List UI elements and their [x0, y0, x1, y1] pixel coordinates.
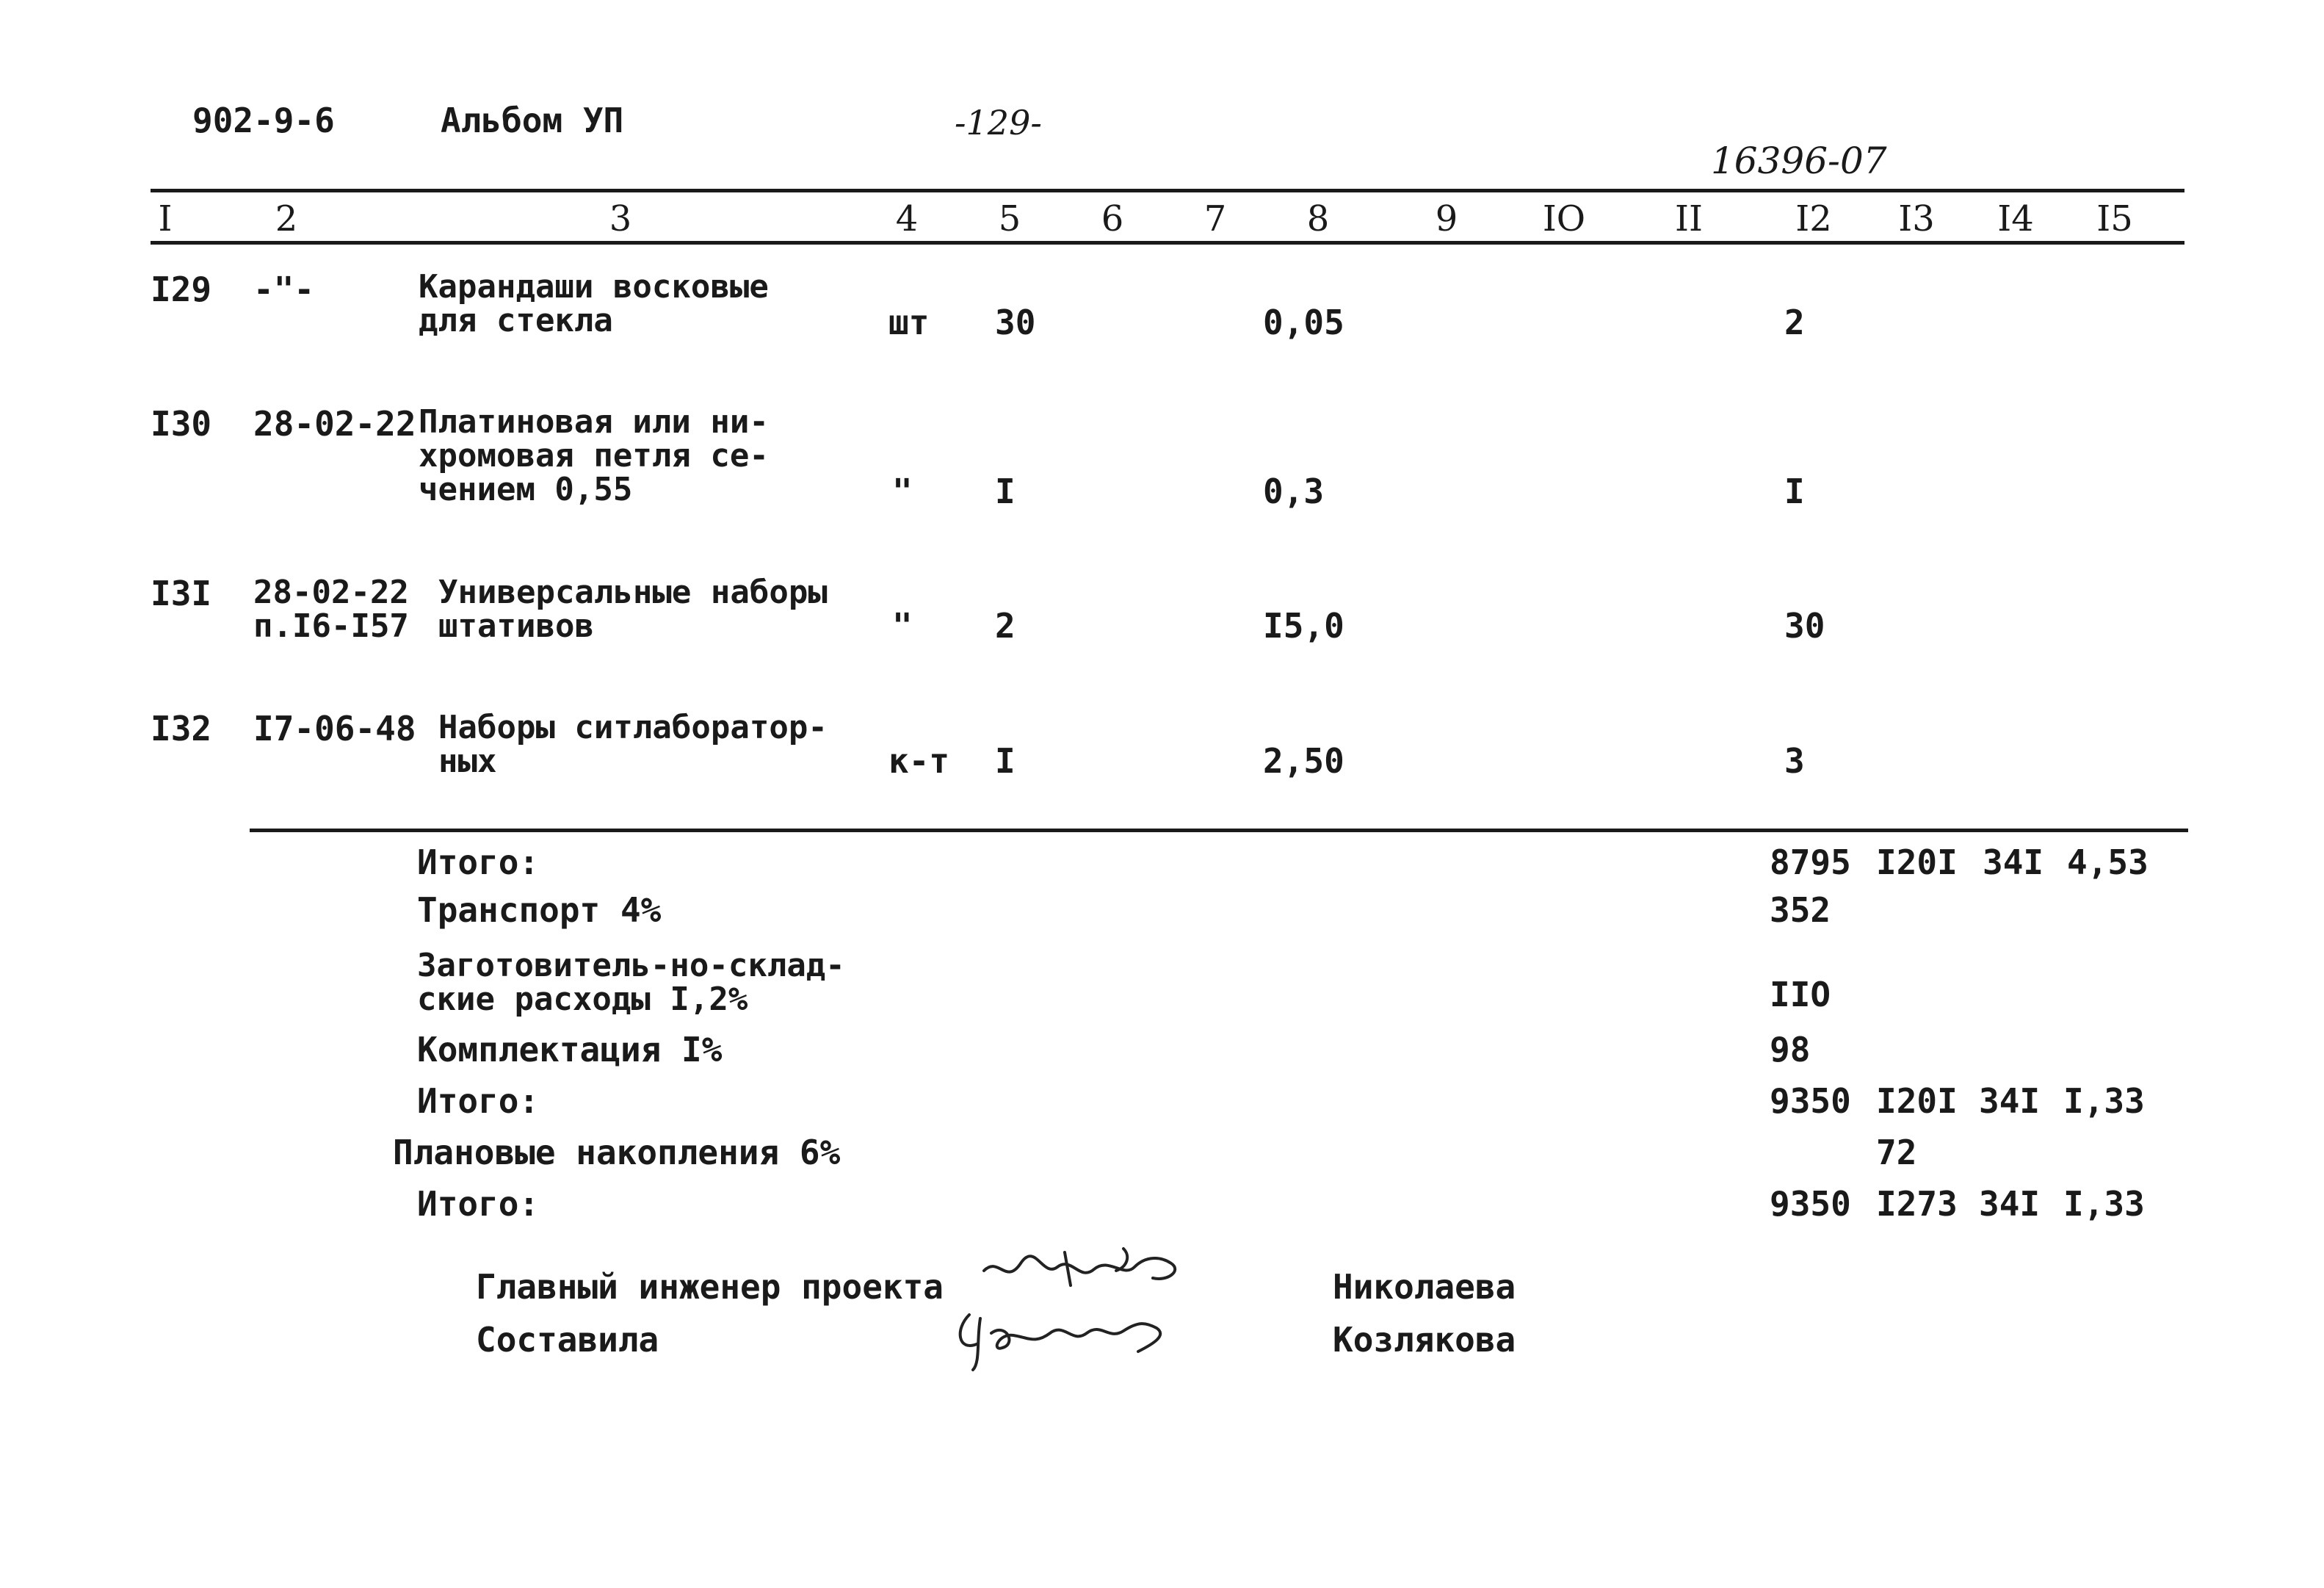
row-name: Платиновая или ни- хромовая петля се- чением 0,55	[419, 403, 769, 508]
row-name: Карандаши восковые для стекла	[419, 268, 769, 339]
col-header-15: I5	[2096, 198, 2133, 239]
row-qty: I	[995, 472, 1016, 511]
chief-engineer-title: Главный инженер проекта	[476, 1267, 944, 1307]
row-total: 2	[1784, 303, 1805, 342]
row-qty: 30	[995, 303, 1036, 342]
summary-col12: 352	[1770, 890, 1831, 930]
row-unit: "	[892, 606, 913, 646]
col-header-2: 2	[275, 198, 298, 239]
chief-engineer-name: Николаева	[1333, 1267, 1516, 1307]
row-price: 0,05	[1263, 303, 1344, 342]
col-header-9: 9	[1435, 198, 1458, 239]
row-price: I5,0	[1263, 606, 1344, 646]
row-num: I3I	[151, 574, 212, 613]
summary-label: Комплектация I%	[417, 1030, 723, 1069]
col-header-13: I3	[1898, 198, 1935, 239]
row-name: Универсальные наборы штативов	[438, 574, 828, 645]
col-header-4: 4	[895, 198, 919, 239]
row-total: 30	[1784, 606, 1825, 646]
row-unit: шт	[888, 303, 930, 342]
summary-col12: IIO	[1770, 975, 1831, 1014]
row-qty: I	[995, 741, 1016, 781]
col-header-3: 3	[609, 198, 632, 239]
row-code: 28-02-22	[253, 404, 416, 444]
summary-col12: 9350	[1770, 1184, 1851, 1224]
summary-col13: I20I	[1876, 842, 1958, 882]
summary-col14: 34I	[1979, 1184, 2041, 1224]
row-code: -"-	[253, 270, 315, 309]
row-price: 2,50	[1263, 741, 1344, 781]
row-code: 28-02-22 п.I6-I57	[253, 574, 409, 645]
row-total: I	[1784, 472, 1805, 511]
summary-col15: 4,53	[2067, 842, 2149, 882]
col-header-7: 7	[1203, 198, 1227, 239]
top-rule	[151, 189, 2184, 192]
summary-col12: 8795	[1770, 842, 1851, 882]
row-unit: "	[892, 472, 913, 511]
summary-rule	[250, 829, 2188, 832]
row-qty: 2	[995, 606, 1016, 646]
row-unit: к-т	[888, 741, 950, 781]
col-header-12: I2	[1795, 198, 1832, 239]
header-bottom-rule	[151, 241, 2184, 245]
composer-title: Составила	[476, 1320, 659, 1360]
summary-label: Итого:	[417, 1081, 540, 1121]
summary-col13: I20I	[1876, 1081, 1958, 1121]
summary-col14: 34I	[1983, 842, 2044, 882]
summary-col13: 72	[1876, 1133, 1917, 1172]
composer-signature	[947, 1300, 1182, 1374]
row-price: 0,3	[1263, 472, 1325, 511]
col-header-6: 6	[1101, 198, 1124, 239]
col-header-5: 5	[998, 198, 1021, 239]
summary-col14: 34I	[1979, 1081, 2041, 1121]
summary-label: Заготовитель-но-склад- ские расходы I,2%	[417, 947, 845, 1018]
summary-label: Итого:	[417, 1184, 540, 1224]
summary-col12: 9350	[1770, 1081, 1851, 1121]
summary-col12: 98	[1770, 1030, 1811, 1069]
row-total: 3	[1784, 741, 1805, 781]
col-header-8: 8	[1306, 198, 1330, 239]
document-code: 902-9-6	[192, 101, 335, 140]
summary-label: Плановые накопления 6%	[393, 1133, 841, 1172]
col-header-10: IO	[1542, 198, 1586, 239]
row-code: I7-06-48	[253, 709, 416, 748]
col-header-11: II	[1675, 198, 1703, 239]
col-header-1: I	[158, 198, 173, 239]
row-num: I30	[151, 404, 212, 444]
summary-col15: I,33	[2063, 1184, 2145, 1224]
composer-name: Козлякова	[1333, 1320, 1516, 1360]
row-num: I32	[151, 709, 212, 748]
summary-col15: I,33	[2063, 1081, 2145, 1121]
summary-col13: I273	[1876, 1184, 1958, 1224]
page-number: -129-	[955, 103, 1042, 142]
summary-label: Итого:	[417, 842, 540, 882]
chief-engineer-signature	[977, 1241, 1197, 1300]
col-header-14: I4	[1997, 198, 2034, 239]
row-name: Наборы ситлаборатор- ных	[438, 709, 828, 780]
row-num: I29	[151, 270, 212, 309]
summary-label: Транспорт 4%	[417, 890, 662, 930]
album-label: Альбом УП	[441, 101, 624, 140]
inventory-number: 16396-07	[1711, 140, 1887, 182]
